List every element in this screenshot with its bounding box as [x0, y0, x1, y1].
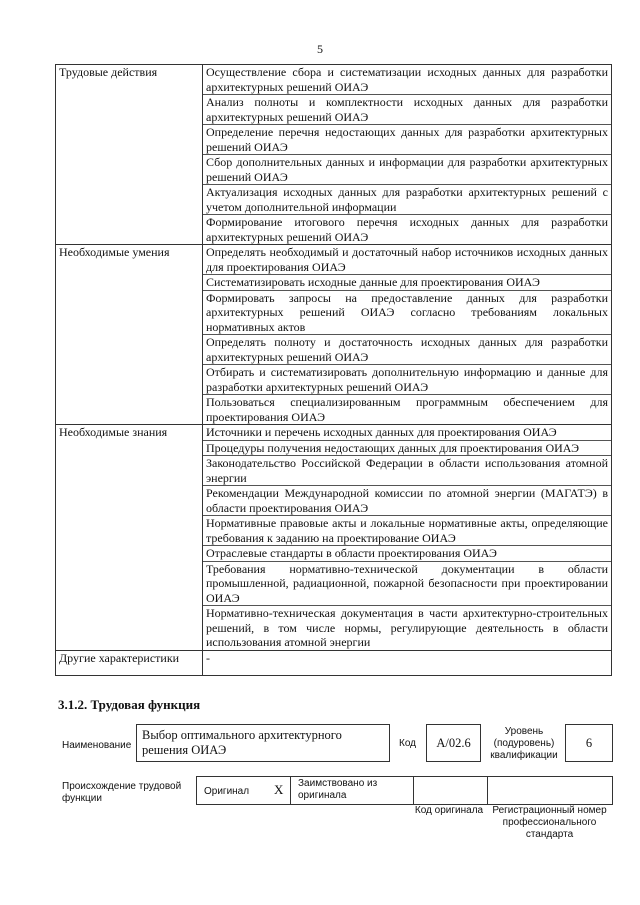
- other-label: Другие характеристики: [56, 650, 203, 675]
- level-label: Уровень (подуровень) квалификации: [490, 726, 558, 761]
- origin-label: Происхождение трудовой функции: [62, 781, 182, 804]
- section-item: Требования нормативно-технической документации в области промышленной, радиационной, пожарной безопасности при проектировании ОИАЭ: [203, 561, 612, 606]
- section-item: Формировать запросы на предоставление данных для разработки архитектурных решений ОИАЭ согласно требованиям локальных нормативных актов: [203, 290, 612, 335]
- section-item: Определять необходимый и достаточный набор источников исходных данных для проектирования ОИАЭ: [203, 245, 612, 275]
- competency-table: [55, 64, 612, 676]
- section-item: Отбирать и систематизировать дополнительную информацию и данные для разработки архитектурных решений ОИАЭ: [203, 365, 612, 395]
- section-item: Осуществление сбора и систематизации исходных данных для разработки архитектурных решений ОИАЭ: [203, 65, 612, 95]
- section-item: Пользоваться специализированным программным обеспечением для проектирования ОИАЭ: [203, 395, 612, 425]
- section-item: Рекомендации Международной комиссии по атомной энергии (МАГАТЭ) в области проектирования ОИАЭ: [203, 486, 612, 516]
- section-item: Нормативные правовые акты и локальные нормативные акты, определяющие требования к заданию на проектирование ОИАЭ: [203, 516, 612, 546]
- section-item: Нормативно-техническая документация в части архитектурно-строительных решений, в том числе нормы, регулирующие деятельность в области использования атомной энергии: [203, 606, 612, 651]
- reg-number-caption: Регистрационный номер профессионального стандарта: [492, 805, 607, 840]
- original-label: Оригинал: [204, 786, 250, 797]
- page-number: 5: [317, 42, 323, 56]
- code-box: [426, 724, 481, 762]
- section-label: Необходимые умения: [56, 245, 203, 425]
- code-value: A/02.6: [436, 736, 471, 750]
- table-row: [56, 425, 612, 441]
- section-item: Определять полноту и достаточность исходных данных для разработки архитектурных решений ОИАЭ: [203, 335, 612, 365]
- table-row-other: [56, 650, 612, 675]
- section-item: Формирование итогового перечня исходных данных для разработки архитектурных решений ОИАЭ: [203, 215, 612, 245]
- table-row: [56, 65, 612, 95]
- section-item: Актуализация исходных данных для разработки архитектурных решений с учетом дополнительной информации: [203, 185, 612, 215]
- level-value: 6: [585, 736, 593, 750]
- section-item: Анализ полноты и комплектности исходных данных для разработки архитектурных решений ОИАЭ: [203, 95, 612, 125]
- name-box: [136, 724, 390, 762]
- other-value: -: [203, 650, 612, 675]
- section-item: Законодательство Российской Федерации в области использования атомной энергии: [203, 456, 612, 486]
- name-label: Наименование: [62, 740, 132, 751]
- original-mark[interactable]: X: [274, 782, 284, 797]
- level-box: [565, 724, 613, 762]
- section-item: Источники и перечень исходных данных для проектирования ОИАЭ: [203, 425, 612, 441]
- section-label: Трудовые действия: [56, 65, 203, 245]
- borrowed-label: Заимствовано из оригинала: [298, 778, 378, 801]
- section-item: Отраслевые стандарты в области проектирования ОИАЭ: [203, 546, 612, 562]
- section-item: Определение перечня недостающих данных для разработки архитектурных решений ОИАЭ: [203, 125, 612, 155]
- section-heading: 3.1.2. Трудовая функция: [58, 697, 201, 712]
- table-row: [56, 245, 612, 275]
- section-item: Систематизировать исходные данные для проектирования ОИАЭ: [203, 275, 612, 291]
- section-label: Необходимые знания: [56, 425, 203, 651]
- section-item: Сбор дополнительных данных и информации для разработки архитектурных решений ОИАЭ: [203, 155, 612, 185]
- function-name: Выбор оптимального архитектурного решения ОИАЭ: [142, 728, 342, 757]
- section-item: Процедуры получения недостающих данных для проектирования ОИАЭ: [203, 440, 612, 456]
- code-label: Код: [399, 738, 417, 749]
- code-original-caption: Код оригинала: [414, 805, 484, 816]
